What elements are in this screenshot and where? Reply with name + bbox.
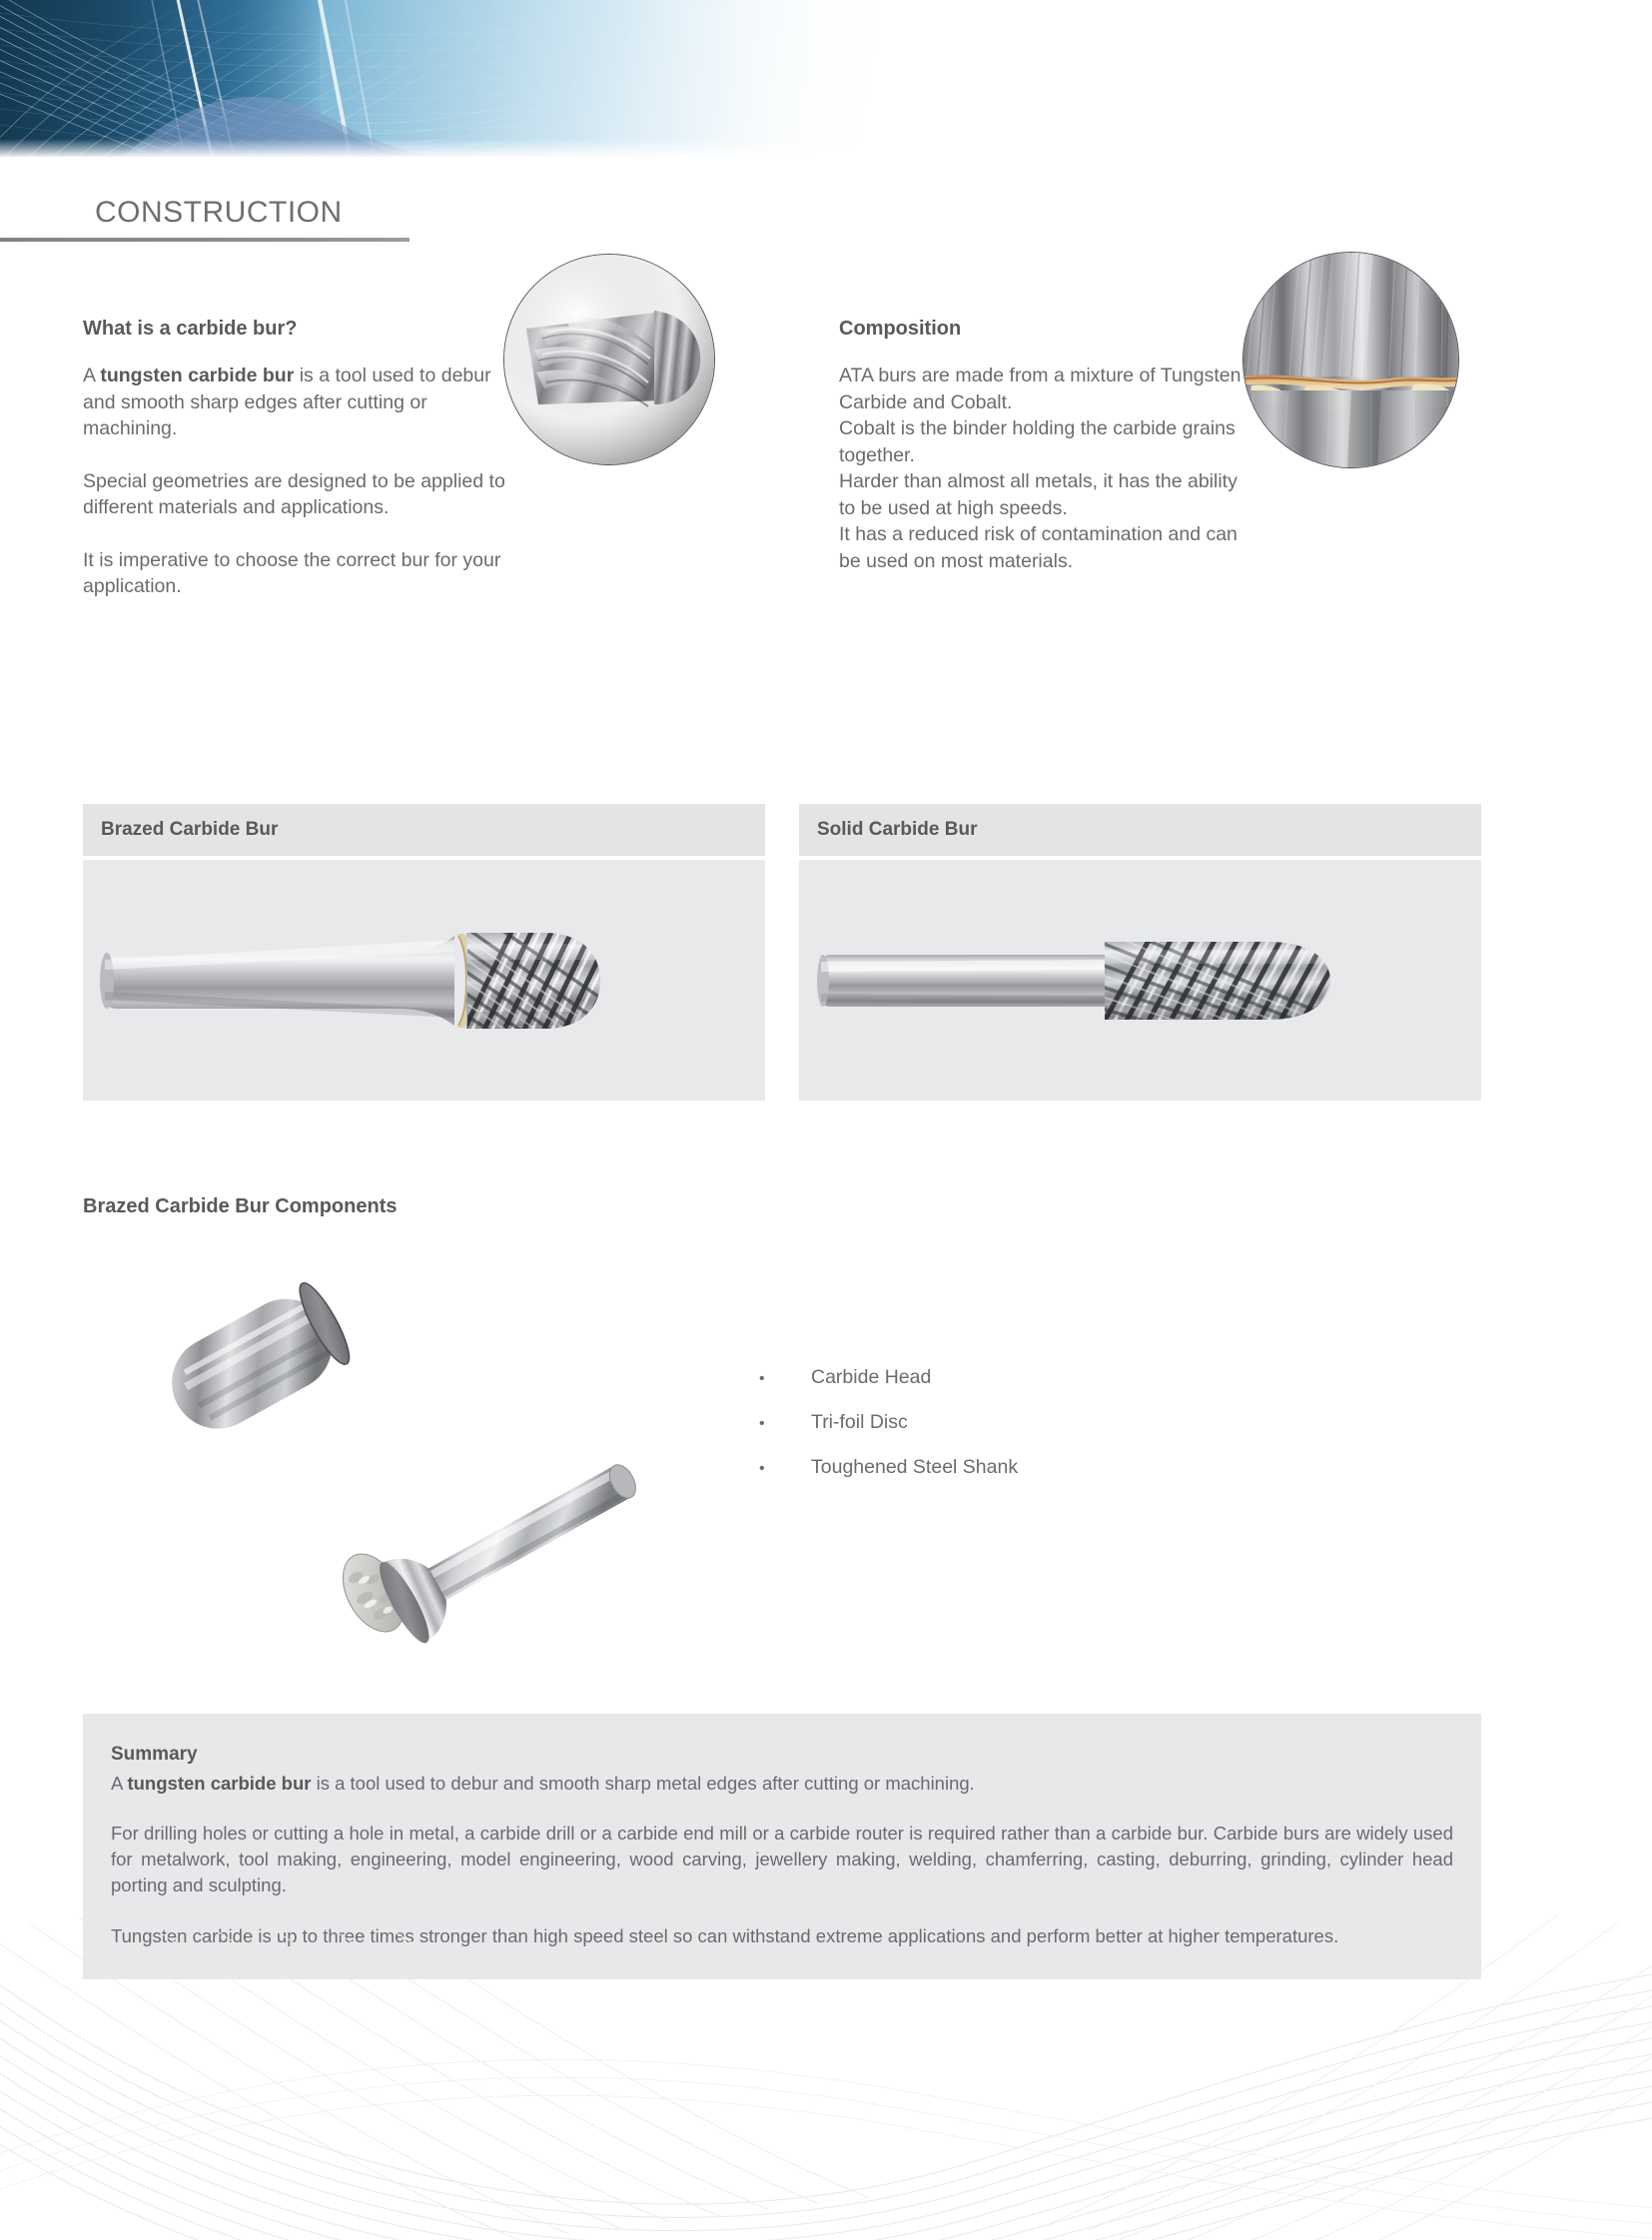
- solid-carbide-bur-photo: [799, 860, 1481, 1101]
- composition-paragraph-4: It has a reduced risk of contamination and can be used on most materials.: [839, 523, 1238, 572]
- intro-column-right: [839, 318, 1258, 574]
- components-bullet-list: [759, 1366, 1278, 1501]
- summary-spacer-1: [111, 1797, 1453, 1821]
- banner-right-fade: [659, 0, 959, 157]
- summary-box: [83, 1714, 1481, 1979]
- panel-brazed-body: [83, 860, 765, 1101]
- product-panels: [83, 804, 1481, 1039]
- panel-solid-header: [799, 804, 1481, 856]
- summary-paragraph-2: For drilling holes or cutting a hole in metal, a carbide drill or a carbide end mill or a carbide router is required rather than a carbide bur. Carbide burs are widely used for metalwork, tool making, engineering, model engineering, wood carving, jewellery making, welding, chamferring, casting, deburring, grinding, cylinder head porting and sculpting.: [111, 1822, 1453, 1896]
- exploded-bur-illustration: [120, 1263, 639, 1663]
- para1-bold-term: tungsten carbide bur: [100, 365, 295, 386]
- brazed-carbide-bur-photo: [83, 860, 765, 1101]
- bur-tip-illustration: [504, 255, 714, 464]
- summary-title: Summary: [111, 1744, 198, 1765]
- panel-solid-body: [799, 860, 1481, 1101]
- para1-rest: is a tool used to debur and smooth sharp edges after cutting or machining.: [83, 365, 491, 440]
- what-is-carbide-bur-heading: What is a carbide bur?: [83, 318, 298, 340]
- composition-paragraph-3: Harder than almost all metals, it has the ability to be used at high speeds.: [839, 470, 1238, 519]
- component-label-carbide-head: Carbide Head: [811, 1366, 932, 1388]
- title-underline-rule: [0, 238, 410, 242]
- carbide-bur-tip-photo: [503, 254, 715, 465]
- bullet-icon: •: [759, 1460, 765, 1477]
- panel-brazed-header: [83, 804, 765, 856]
- what-is-carbide-bur-paragraph-3: It is imperative to choose the correct bur for your application.: [83, 548, 501, 598]
- header-banner: [0, 0, 959, 157]
- page-title-block: [0, 198, 410, 242]
- list-item: [759, 1411, 1278, 1434]
- component-label-toughened-steel-shank: Toughened Steel Shank: [811, 1456, 1019, 1478]
- summary-p1-bold-term: tungsten carbide bur: [127, 1772, 312, 1794]
- braze-joint-illustration: [1243, 253, 1458, 467]
- what-is-carbide-bur-paragraph-1: [83, 363, 512, 442]
- summary-paragraph-1: [111, 1771, 1453, 1797]
- composition-heading: Composition: [839, 318, 962, 340]
- summary-spacer-2: [111, 1899, 1453, 1923]
- composition-paragraph-2: Cobalt is the binder holding the carbide grains together.: [839, 417, 1236, 466]
- list-item: [759, 1366, 1278, 1389]
- bullet-icon: •: [759, 1370, 765, 1387]
- intro-section: [0, 318, 1652, 737]
- panel-brazed-title: Brazed Carbide Bur: [101, 819, 279, 840]
- exploded-components-image: [120, 1263, 639, 1663]
- panel-solid-carbide-bur: [799, 804, 1481, 1101]
- page-title: CONSTRUCTION: [95, 196, 343, 229]
- brazed-bur-components-heading: Brazed Carbide Bur Components: [83, 1195, 398, 1217]
- composition-paragraph-1: ATA burs are made from a mixture of Tungsten Carbide and Cobalt.: [839, 365, 1241, 413]
- banner-bottom-fade: [0, 139, 959, 157]
- summary-paragraph-3: Tungsten carbide is up to three times stronger than high speed steel so can withstand extreme applications and perform better at higher temperatures.: [111, 1924, 1339, 1946]
- what-is-carbide-bur-paragraph-2: Special geometries are designed to be applied to different materials and applications.: [83, 469, 505, 519]
- summary-p1-lead: A: [111, 1772, 128, 1794]
- component-label-tri-foil-disc: Tri-foil Disc: [811, 1411, 908, 1433]
- bullet-icon: •: [759, 1415, 765, 1432]
- brazed-joint-photo: [1242, 252, 1459, 468]
- list-item: [759, 1456, 1278, 1479]
- intro-column-left: [83, 318, 512, 600]
- summary-p1-rest: is a tool used to debur and smooth sharp metal edges after cutting or machining.: [311, 1772, 975, 1794]
- panel-solid-title: Solid Carbide Bur: [817, 819, 978, 840]
- panel-brazed-carbide-bur: [83, 804, 765, 1101]
- para1-lead: A: [83, 365, 101, 386]
